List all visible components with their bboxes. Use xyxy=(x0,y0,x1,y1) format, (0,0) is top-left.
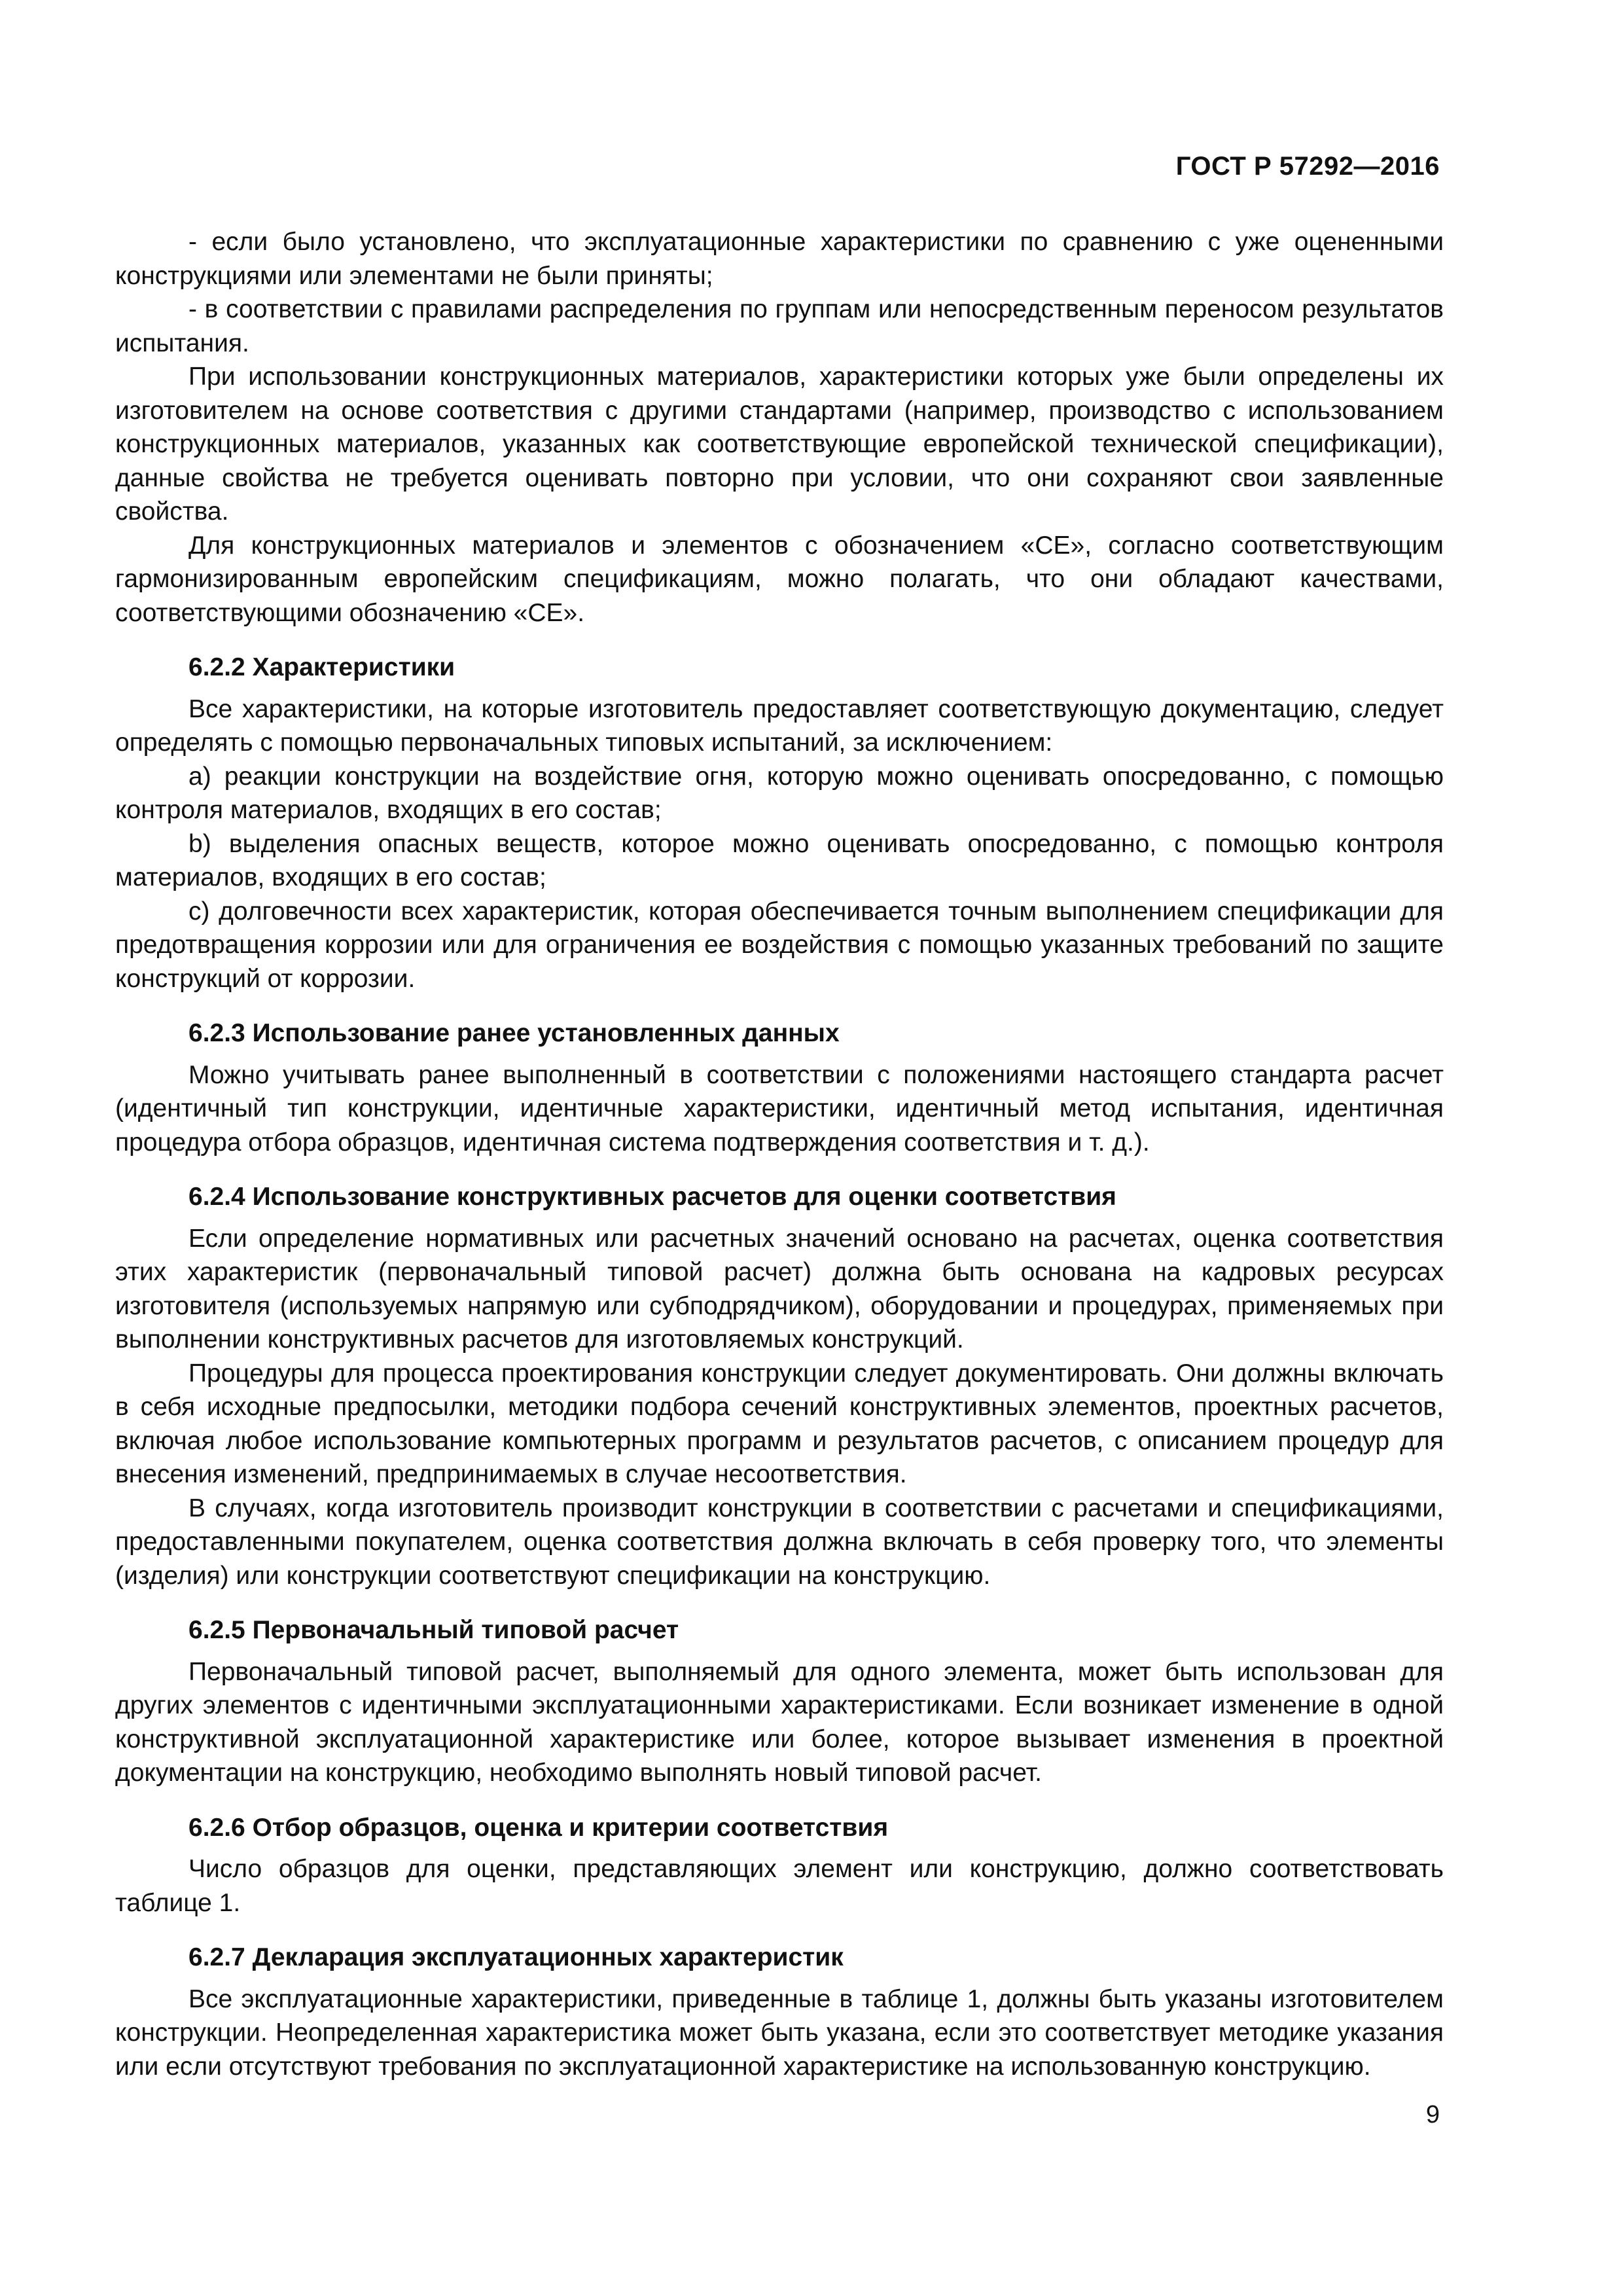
intro-item-not-accepted: - если было установлено, что эксплуатационные характеристики по сравнению с уже оцененными конструкциями или элементами не были приняты; xyxy=(115,228,1444,290)
section-6-2-2-paragraph: Все характеристики, на которые изготовитель предоставляет соответствующую документацию, следует определять с помощью первоначальных типовых испытаний, за исключением: xyxy=(115,694,1444,757)
section-6-2-2-item-c: c) долговечности всех характеристик, которая обеспечивается точным выполнением спецификации для предотвращения коррозии или для ограничения ее воздействия с помощью указанных требований по защите конструкций от коррозии. xyxy=(115,897,1444,993)
section-6-2-4-paragraph: Процедуры для процесса проектирования конструкции следует документировать. Они должны включать в себя исходные предпосылки, методики подбора сечений конструктивных элементов, проектных расчетов, включая любое использование компьютерных программ и результатов расчетов, с описанием процедур для внесения изменений, предпринимаемых в случае несоответствия. xyxy=(115,1359,1444,1488)
section-6-2-4-paragraph: Если определение нормативных или расчетных значений основано на расчетах, оценка соответствия этих характеристик (первоначальный типовой расчет) должна быть основана на кадровых ресурсах изготовителя (используемых напрямую или субподрядчиком), оборудовании и процедурах, применяемых при выполнении конструктивных расчетов для изготовляемых конструкций. xyxy=(115,1224,1444,1354)
running-header: ГОСТ Р 57292—2016 xyxy=(1175,152,1440,181)
section-heading-6-2-5: 6.2.5 Первоначальный типовой расчет xyxy=(188,1616,679,1644)
section-heading-6-2-3: 6.2.3 Использование ранее установленных данных xyxy=(188,1019,840,1047)
section-6-2-7-paragraph: Все эксплуатационные характеристики, приведенные в таблице 1, должны быть указаны изготовителем конструкции. Неопределенная характеристика может быть указана, если это соответствует методике указания или если отсутствуют требования по эксплуатационной характеристике на использованную конструкцию. xyxy=(115,1984,1444,2081)
section-6-2-6-paragraph: Число образцов для оценки, представляющих элемент или конструкцию, должно соответствовать таблице 1. xyxy=(115,1855,1444,1917)
section-heading-6-2-4: 6.2.4 Использование конструктивных расчетов для оценки соответствия xyxy=(188,1183,1116,1211)
document-body xyxy=(115,225,1444,2083)
section-heading-6-2-7: 6.2.7 Декларация эксплуатационных характеристик xyxy=(188,1943,844,1971)
intro-paragraph-materials: При использовании конструкционных материалов, характеристики которых уже были определены их изготовителем на основе соответствия с другими стандартами (например, производство с использованием конструкционных материалов, указанных как соответствующие европейской технической спецификации), данные свойства не требуется оценивать повторно при условии, что они сохраняют свои заявленные свойства. xyxy=(115,363,1444,526)
section-6-2-2-item-a: a) реакции конструкции на воздействие огня, которую можно оценивать опосредованно, с помощью контроля материалов, входящих в его состав; xyxy=(115,762,1444,824)
section-6-2-5-paragraph: Первоначальный типовой расчет, выполняемый для одного элемента, может быть использован для других элементов с идентичными эксплуатационными характеристиками. Если возникает изменение в одной конструктивной эксплуатационной характеристике или более, которое вызывает изменения в проектной документации на конструкцию, необходимо выполнять новый типовой расчет. xyxy=(115,1657,1444,1787)
section-heading-6-2-2: 6.2.2 Характеристики xyxy=(188,653,455,681)
intro-paragraph-ce-marking: Для конструкционных материалов и элементов с обозначением «СЕ», согласно соответствующим гармонизированным европейским спецификациям, можно полагать, что они обладают качествами, соответствующими обозначению «СЕ». xyxy=(115,531,1444,627)
section-6-2-3-paragraph: Можно учитывать ранее выполненный в соответствии с положениями настоящего стандарта расчет (идентичный тип конструкции, идентичные характеристики, идентичный метод испытания, идентичная процедура отбора образцов, идентичная система подтверждения соответствия и т. д.). xyxy=(115,1060,1444,1157)
section-6-2-2-item-b: b) выделения опасных веществ, которое можно оценивать опосредованно, с помощью контроля материалов, входящих в его состав; xyxy=(115,829,1444,891)
page-number: 9 xyxy=(1425,2101,1440,2128)
section-heading-6-2-6: 6.2.6 Отбор образцов, оценка и критерии соответствия xyxy=(188,1813,889,1842)
intro-item-group-transfer: - в соответствии с правилами распределения по группам или непосредственным переносом результатов испытания. xyxy=(115,295,1444,357)
section-6-2-4-paragraph: В случаях, когда изготовитель производит конструкции в соответствии с расчетами и спецификациями, предоставленными покупателем, оценка соответствия должна включать в себя проверку того, что элементы (изделия) или конструкции соответствуют спецификации на конструкцию. xyxy=(115,1494,1444,1590)
